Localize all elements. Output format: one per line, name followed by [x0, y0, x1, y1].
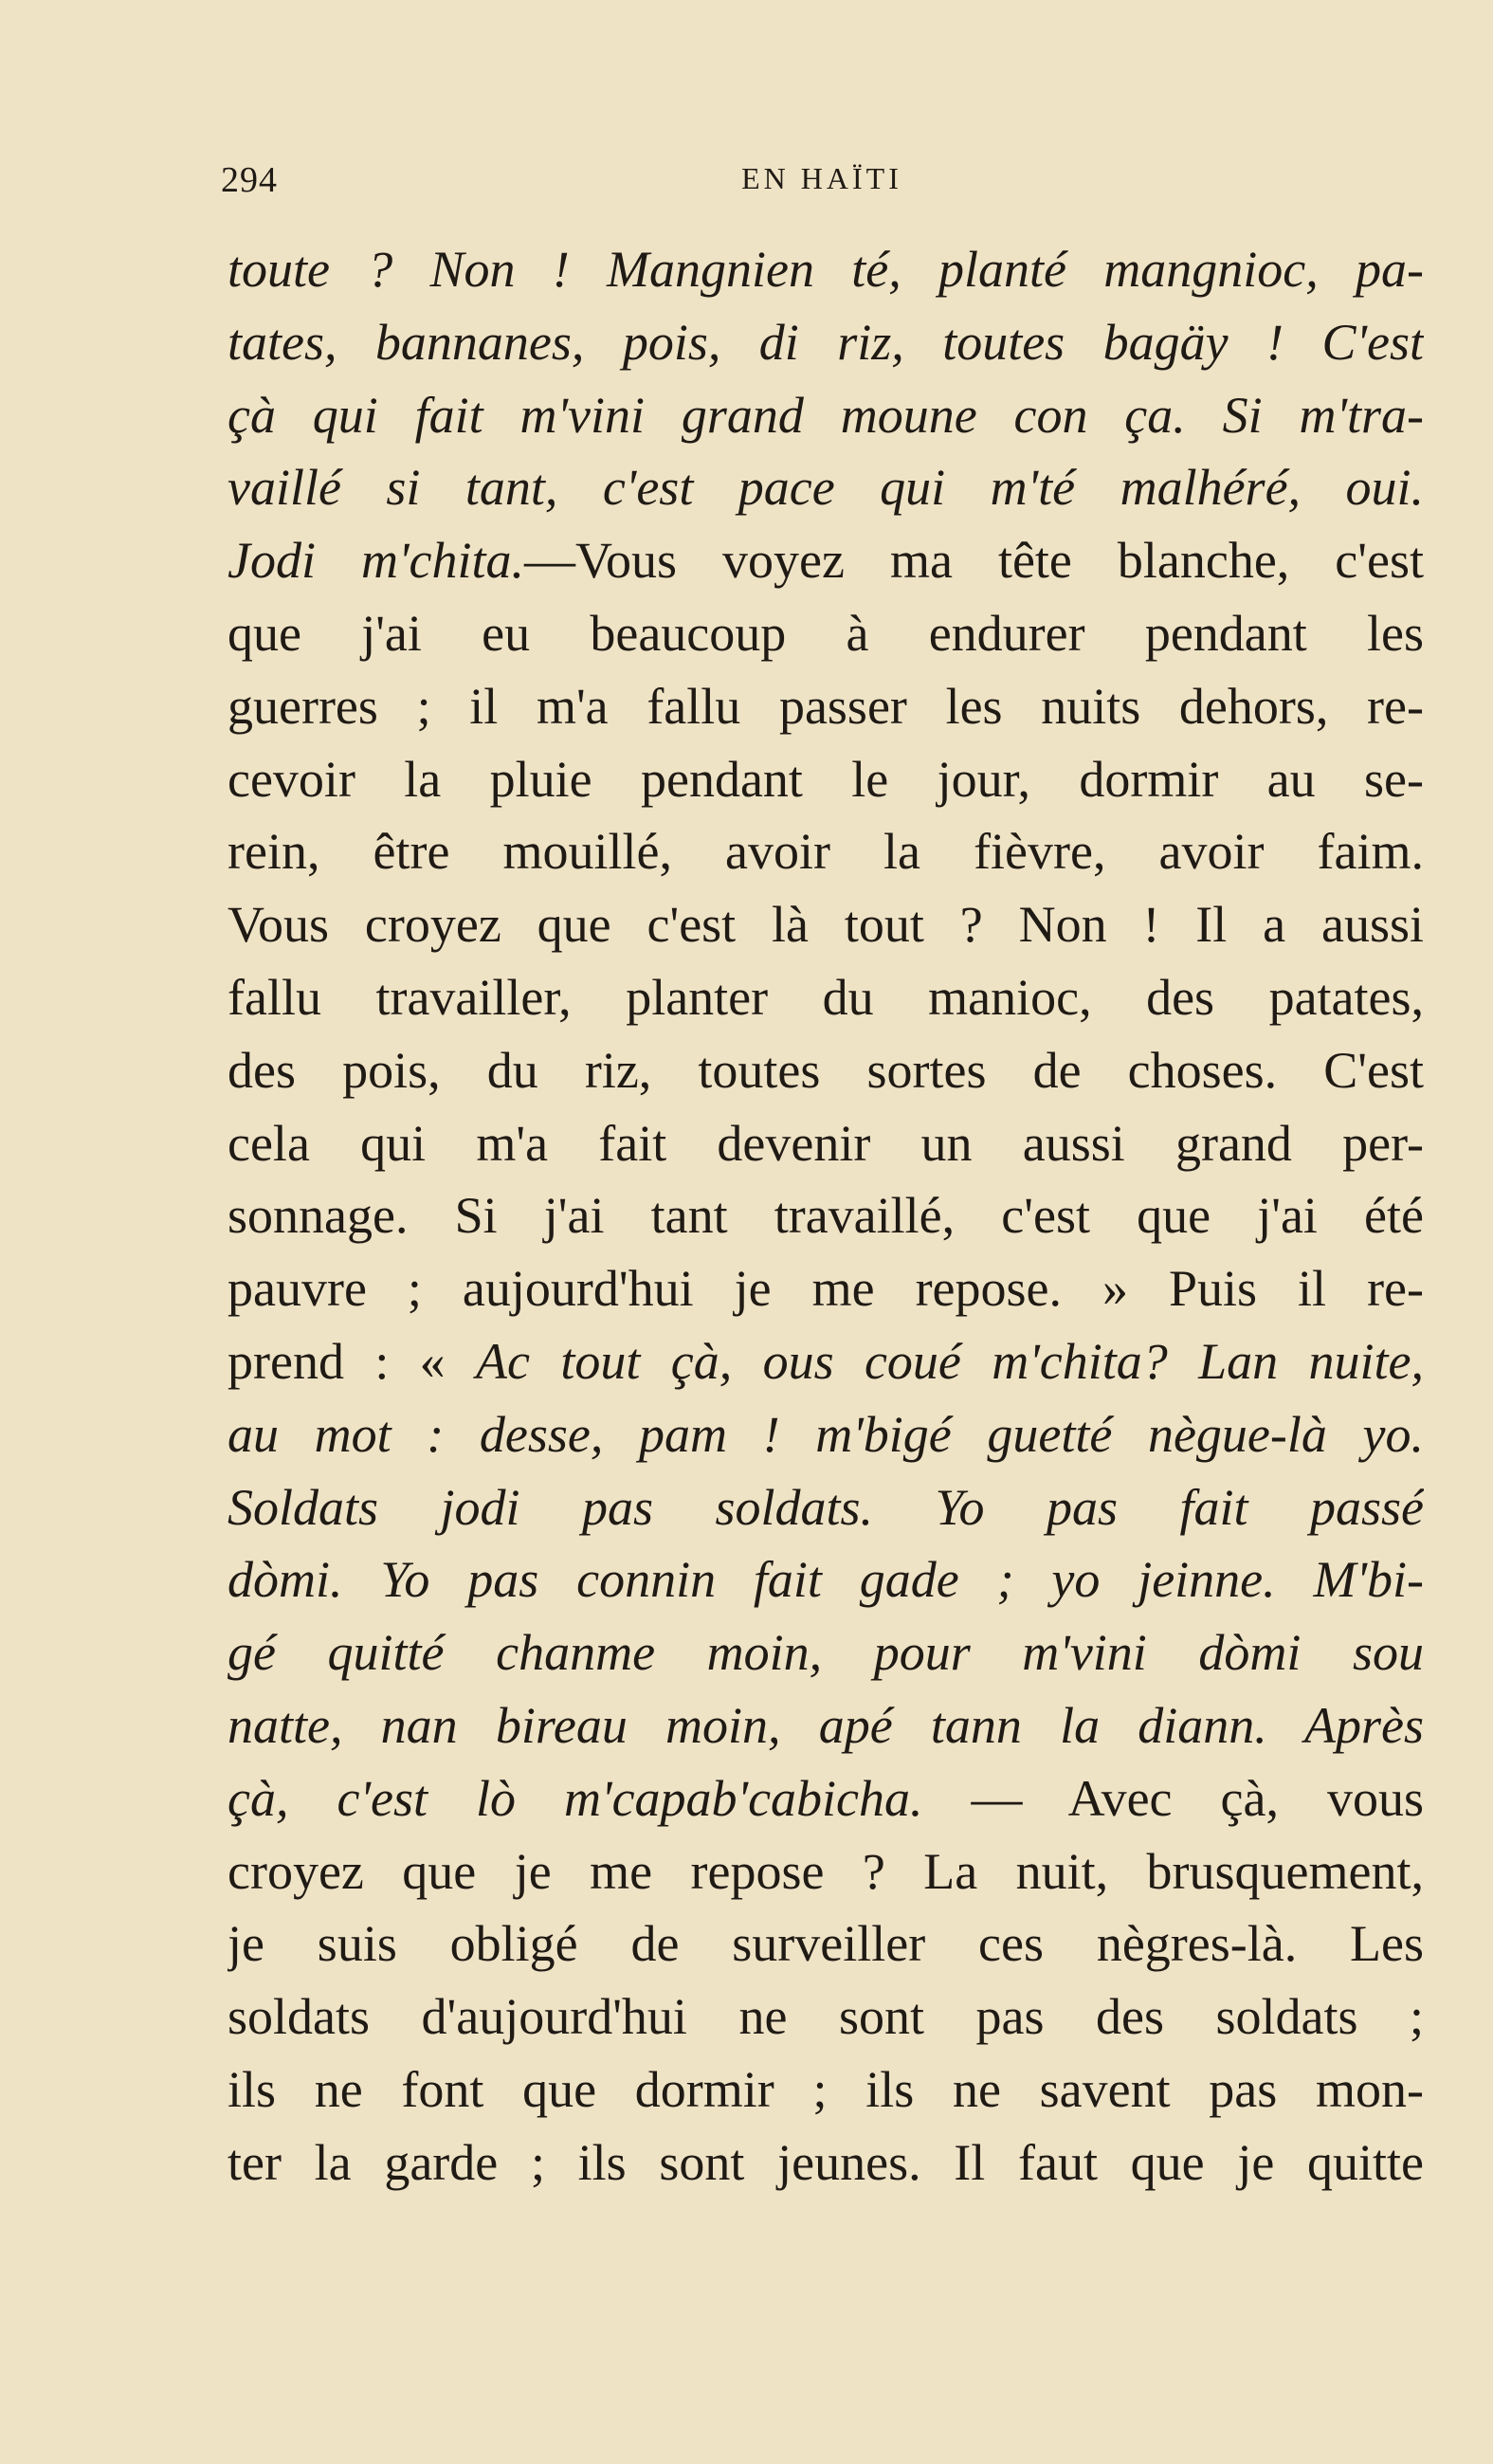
text-line: Soldats jodi pas soldats. Yo pas fait passé — [228, 1478, 1424, 1536]
text-line: pauvre ; aujourd'hui je me repose. » Puis il re- — [228, 1260, 1424, 1318]
text-line: sonnage. Si j'ai tant travaillé, c'est que j'ai été — [228, 1187, 1424, 1245]
text-line: cela qui m'a fait devenir un aussi grand per- — [228, 1114, 1424, 1172]
french-text: — Avec çà, vous — [922, 1769, 1424, 1827]
text-line: soldats d'aujourd'hui ne sont pas des soldats ; — [228, 1988, 1424, 2046]
text-line: ter la garde ; ils sont jeunes. Il faut que je quitte — [228, 2133, 1424, 2191]
text-line: croyez que je me repose ? La nuit, brusquement, — [228, 1842, 1424, 1900]
text-line: cevoir la pluie pendant le jour, dormir au se- — [228, 750, 1424, 808]
text-line — [228, 1762, 1424, 1835]
creole-text: çà, c'est lò m'capab'cabicha. — [228, 1769, 923, 1827]
text-line — [228, 524, 1424, 597]
text-line: je suis obligé de surveiller ces nègres-là. Les — [228, 1915, 1424, 1973]
page-header — [221, 159, 1423, 207]
running-head: EN HAÏTI — [741, 161, 902, 195]
text-line: que j'ai eu beaucoup à endurer pendant les — [228, 604, 1424, 662]
text-line: rein, être mouillé, avoir la fièvre, avoir faim. — [228, 823, 1424, 881]
creole-text: Ac tout çà, ous coué m'chita? Lan nuite, — [476, 1332, 1424, 1390]
text-line: gé quitté chanme moin, pour m'vini dòmi sou — [228, 1624, 1424, 1682]
text-line: toute ? Non ! Mangnien té, planté mangnioc, pa- — [228, 241, 1424, 298]
text-line: fallu travailler, planter du manioc, des patates, — [228, 968, 1424, 1026]
text-line — [228, 1325, 1424, 1398]
text-line: vaillé si tant, c'est pace qui m'té malhéré, oui. — [228, 459, 1424, 517]
french-text: prend : « — [228, 1332, 477, 1390]
text-line: çà qui fait m'vini grand moune con ça. Si m'tra- — [228, 386, 1424, 444]
text-line: guerres ; il m'a fallu passer les nuits dehors, re- — [228, 677, 1424, 735]
french-text: —Vous voyez ma tête blanche, c'est — [524, 532, 1424, 590]
text-line: tates, bannanes, pois, di riz, toutes bagäy ! C'est — [228, 313, 1424, 371]
text-line: ils ne font que dormir ; ils ne savent pas mon- — [228, 2060, 1424, 2118]
page-number: 294 — [221, 160, 278, 200]
text-line: des pois, du riz, toutes sortes de choses. C'est — [228, 1041, 1424, 1099]
text-line: Vous croyez que c'est là tout ? Non ! Il a aussi — [228, 896, 1424, 954]
text-line: dòmi. Yo pas connin fait gade ; yo jeinne. M'bi- — [228, 1551, 1424, 1609]
text-line: au mot : desse, pam ! m'bigé guetté nègue-là yo. — [228, 1405, 1424, 1463]
text-line: natte, nan bireau moin, apé tann la diann. Après — [228, 1696, 1424, 1754]
creole-text: Jodi m'chita. — [228, 532, 524, 590]
body-text — [228, 233, 1424, 2199]
